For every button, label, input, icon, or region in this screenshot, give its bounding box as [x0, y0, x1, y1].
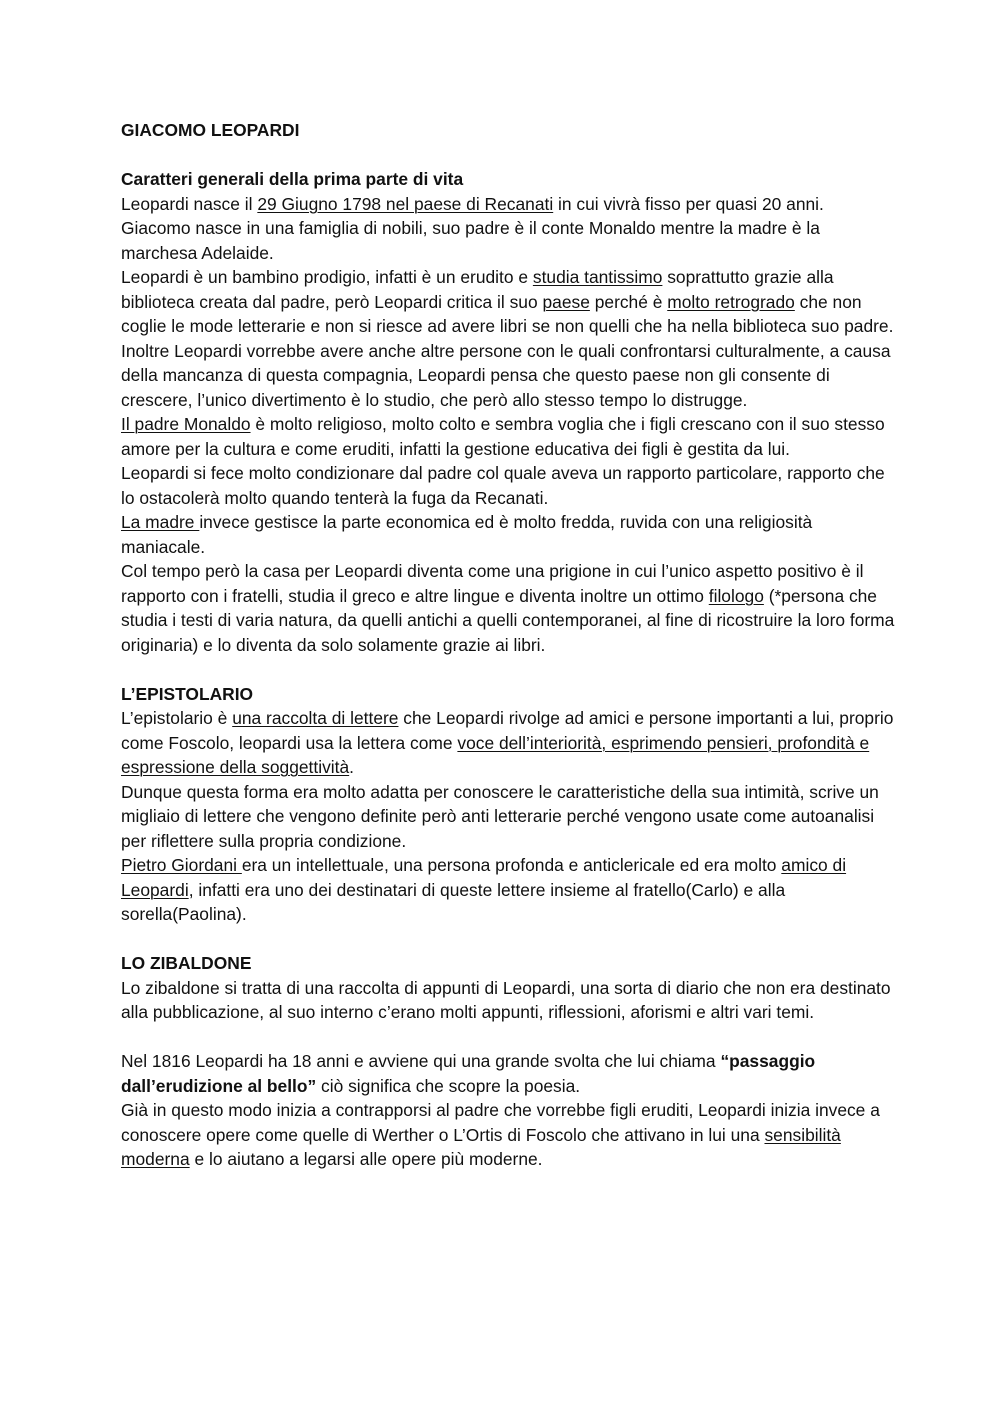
underlined-text: amico di Leopardi	[121, 855, 847, 900]
section-heading: LO ZIBALDONE	[121, 953, 252, 973]
text-run: perché è	[589, 291, 668, 312]
text-run: che non coglie le mode letterarie e non si riesce ad avere libri se non quelli che ha nella biblioteca suo padre.	[121, 291, 894, 336]
underlined-text: filologo	[708, 585, 764, 606]
text-run: che Leopardi rivolge ad amici e persone importanti a lui, proprio come Foscolo, leopardi usa la lettera come	[121, 708, 894, 753]
underlined-text: sensibilità moderna	[121, 1124, 841, 1169]
paragraph	[121, 780, 896, 854]
text-run: invece gestisce la parte economica ed è molto fredda, ruvida con una religiosità maniacale.	[121, 512, 813, 557]
underlined-text: voce dell’interiorità, esprimendo pensieri, profondità e espressione della soggettività	[121, 732, 870, 777]
underlined-text: 29 Giugno 1798 nel paese di Recanati	[257, 193, 554, 214]
section	[121, 951, 896, 1172]
underlined-text: Pietro Giordani	[121, 855, 242, 875]
paragraph	[121, 510, 896, 559]
text-run: Dunque questa forma era molto adatta per conoscere le caratteristiche della sua intimità, scrive un migliaio di lettere che vengono definite però anti letterarie perché vengono usate come autoanalisi per riflettere sulla propria condizione.	[121, 781, 879, 851]
text-run: e lo aiutano a legarsi alle opere più moderne.	[189, 1149, 543, 1169]
paragraph	[121, 192, 896, 217]
paragraph	[121, 265, 896, 339]
text-run: Lo zibaldone si tratta di una raccolta di appunti di Leopardi, una sorta di diario che non era destinato alla pubblicazione, al suo interno c’erano molti appunti, riflessioni, aforismi e altri vari temi.	[121, 977, 891, 1022]
section-heading: Caratteri generali della prima parte di vita	[121, 169, 464, 189]
text-run: (*persona che studia i testi di varia natura, da quelli antichi a quelli contemporanei, al fine di ricostruire la loro forma originaria) e lo diventa da solo solamente grazie ai libri.	[121, 585, 895, 655]
text-run: .	[349, 757, 354, 777]
text-run: ciò significa che scopre la poesia.	[316, 1075, 581, 1096]
text-run: è molto religioso, molto colto e sembra voglia che i figli crescano con il suo stesso amore per la cultura e come eruditi, infatti la gestione educativa dei figli è gestita da lui.	[121, 414, 885, 459]
paragraph	[121, 559, 896, 657]
document-body	[121, 167, 896, 1172]
section-heading: L’EPISTOLARIO	[121, 683, 254, 704]
paragraph	[121, 1049, 896, 1098]
text-run: Inoltre Leopardi vorrebbe avere anche altre persone con le quali confrontarsi culturalmente, a causa della mancanza di questa compagnia, Leopardi pensa che questo paese non gli consente di crescere, l’unico divertimento è lo studio, che però allo stesso tempo lo distrugge.	[121, 340, 891, 410]
underlined-text: molto retrogrado	[667, 291, 795, 312]
text-run: Nel 1816 Leopardi ha 18 anni e avviene qui una grande svolta che lui chiama	[121, 1051, 721, 1071]
text-run: Col tempo però la casa per Leopardi diventa come una prigione in cui l’unico aspetto positivo è il rapporto con i fratelli, studia il greco e altre lingue e diventa inoltre un ottimo	[121, 561, 864, 606]
paragraph	[121, 976, 896, 1025]
text-run: Già in questo modo inizia a contrapporsi al padre che vorrebbe figli eruditi, Leopardi inizia invece a conoscere opere come quelle di Werther o L’Ortis di Foscolo che attivano in lui una	[121, 1100, 880, 1145]
section	[121, 167, 896, 657]
paragraph	[121, 412, 896, 461]
text-run: in cui vivrà fisso per quasi 20 anni.	[553, 193, 824, 214]
text-run: , infatti era uno dei destinatari di queste lettere insieme al fratello(Carlo) e alla sorella(Paolina).	[121, 879, 786, 924]
text-run: L’epistolario è	[121, 708, 233, 728]
paragraph	[121, 706, 896, 780]
paragraph	[121, 216, 896, 265]
section	[121, 682, 896, 927]
document-page	[121, 118, 896, 1172]
paragraph	[121, 853, 896, 927]
underlined-text: studia tantissimo	[532, 267, 663, 287]
underlined-text: Il padre Monaldo	[121, 414, 251, 434]
text-run: soprattutto grazie alla biblioteca creata dal padre, però Leopardi critica il suo	[121, 267, 834, 312]
underlined-text: paese	[542, 291, 590, 312]
paragraph-spacer	[121, 1025, 896, 1050]
paragraph	[121, 461, 896, 510]
text-run: Giacomo nasce in una famiglia di nobili, suo padre è il conte Monaldo mentre la madre è la marchesa Adelaide.	[121, 218, 820, 263]
bold-text: “passaggio dall’erudizione al bello”	[121, 1051, 816, 1096]
paragraph	[121, 1098, 896, 1172]
paragraph	[121, 339, 896, 413]
underlined-text: La madre	[121, 512, 200, 532]
text-run: era un intellettuale, una persona profonda e anticlericale ed era molto	[241, 855, 782, 875]
text-run: Leopardi è un bambino prodigio, infatti è un erudito e	[121, 267, 533, 287]
underlined-text: una raccolta di lettere	[232, 708, 399, 728]
text-run: Leopardi nasce il	[121, 193, 258, 214]
document-title: GIACOMO LEOPARDI	[121, 120, 300, 140]
text-run: Leopardi si fece molto condizionare dal padre col quale aveva un rapporto particolare, rapporto che lo ostacolerà molto quando tenterà la fuga da Recanati.	[121, 463, 885, 508]
